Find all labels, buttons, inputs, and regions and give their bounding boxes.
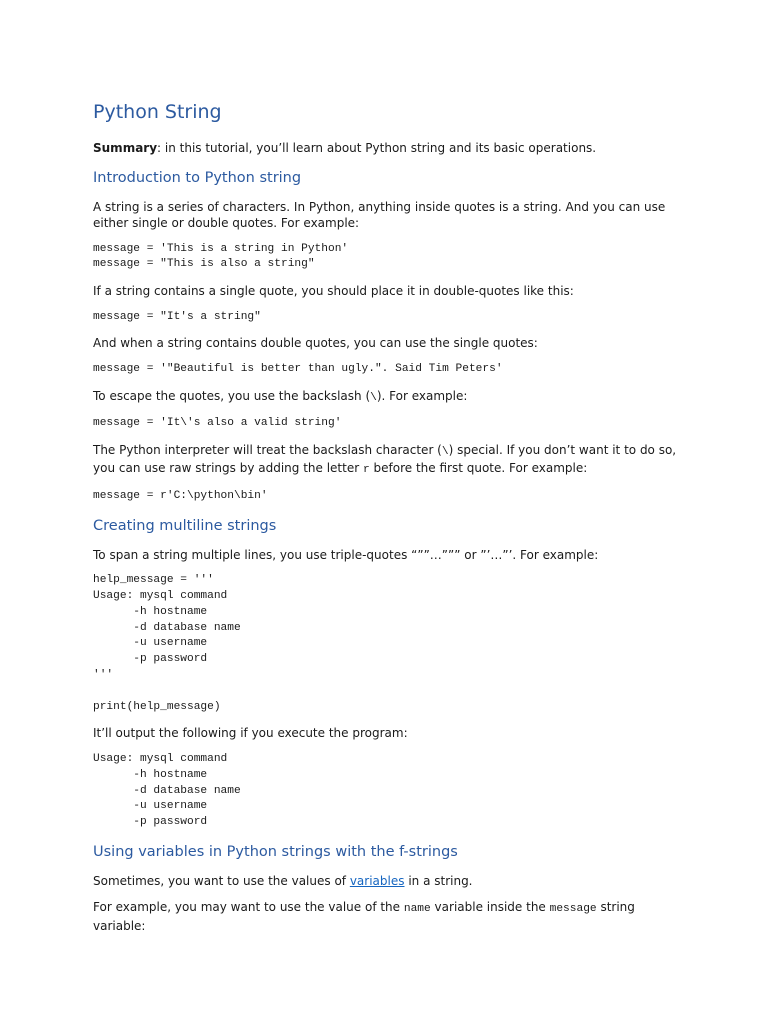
fs-p1-before: Sometimes, you want to use the values of	[93, 873, 350, 888]
fs-p2-middle: variable inside the	[430, 900, 550, 915]
message-code: message	[549, 903, 597, 916]
intro-paragraph-3: And when a string contains double quotes, you can use the single quotes:	[93, 336, 538, 351]
intro-paragraph-5	[93, 442, 683, 479]
fs-p2-before: For example, you may want to use the value of the	[93, 900, 404, 915]
fstrings-paragraph-1	[93, 873, 683, 890]
code-block-multiline: help_message = ''' Usage: mysql command -h hostname -d database name -u username -p password ''' print(help_message)	[93, 574, 241, 713]
multiline-paragraph-1: To span a string multiple lines, you use triple-quotes “””…””” or ”’…”’. For example:	[93, 547, 599, 562]
fs-p2-after: string variable:	[93, 900, 635, 933]
p5-text-before: The Python interpreter will treat the backslash character (	[93, 442, 442, 457]
summary-label: Summary	[93, 141, 158, 155]
code-block-double-quote: message = '"Beautiful is better than ugly.". Said Tim Peters'	[93, 362, 503, 375]
multiline-paragraph-2: It’ll output the following if you execute the program:	[93, 726, 408, 741]
intro-paragraph-4	[93, 388, 683, 407]
summary-paragraph	[93, 140, 683, 157]
p5-text-after: before the first quote. For example:	[369, 461, 588, 476]
fstrings-heading: Using variables in Python strings with the f-strings	[93, 843, 458, 860]
fstrings-paragraph-2	[93, 899, 683, 934]
variables-link[interactable]: variables	[349, 873, 405, 888]
multiline-heading: Creating multiline strings	[93, 517, 277, 534]
raw-prefix-code: r	[362, 464, 370, 477]
code-block-escape: message = 'It\'s also a valid string'	[93, 417, 342, 430]
p4-text-before: To escape the quotes, you use the backslash (	[93, 388, 371, 403]
code-block-single-quote: message = "It's a string"	[93, 310, 261, 323]
page-title: Python String	[93, 101, 222, 123]
code-block-raw-string: message = r'C:\python\bin'	[93, 489, 268, 502]
fs-p1-after: in a string.	[404, 873, 473, 888]
name-code: name	[403, 903, 431, 916]
code-block-string-examples: message = 'This is a string in Python' message = "This is also a string"	[93, 242, 349, 271]
backslash-code-2: \	[441, 445, 449, 458]
summary-text: : in this tutorial, you’ll learn about Python string and its basic operations.	[157, 141, 597, 155]
intro-paragraph-2: If a string contains a single quote, you should place it in double-quotes like this:	[93, 284, 574, 299]
intro-heading: Introduction to Python string	[93, 169, 302, 186]
intro-paragraph-1: A string is a series of characters. In Python, anything inside quotes is a string. And you can use either single or double quotes. For example:	[93, 199, 666, 230]
p5-text-middle: ) special. If you don’t want it to do so, you can use raw strings by adding the letter	[93, 442, 677, 476]
p4-text-after: ). For example:	[376, 388, 468, 403]
document-page	[93, 98, 683, 944]
backslash-code: \	[370, 391, 377, 404]
code-block-output: Usage: mysql command -h hostname -d database name -u username -p password	[93, 752, 241, 829]
